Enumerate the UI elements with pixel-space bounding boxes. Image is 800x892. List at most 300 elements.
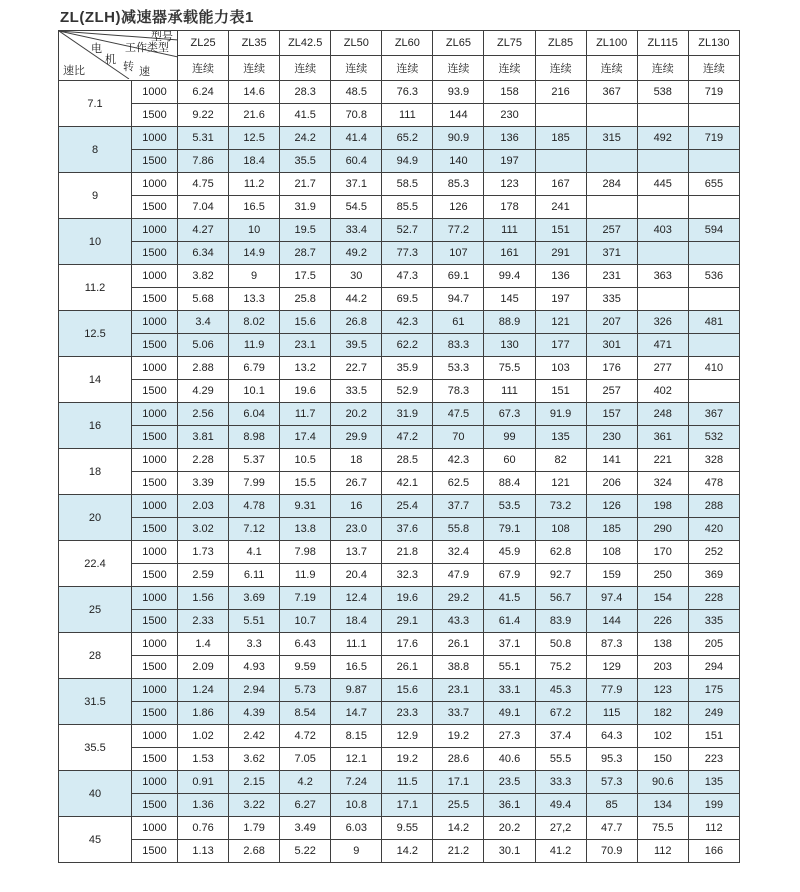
motor-speed-cell: 1500 (132, 242, 178, 265)
capacity-value-cell: 121 (535, 311, 586, 334)
capacity-value-cell: 126 (433, 196, 484, 219)
motor-speed-cell: 1000 (132, 81, 178, 104)
capacity-value-cell: 69.5 (382, 288, 433, 311)
capacity-value-cell (688, 380, 739, 403)
capacity-value-cell: 67.3 (484, 403, 535, 426)
capacity-value-cell: 228 (688, 587, 739, 610)
capacity-value-cell: 166 (688, 840, 739, 863)
capacity-value-cell: 14.2 (382, 840, 433, 863)
capacity-value-cell: 150 (637, 748, 688, 771)
capacity-value-cell: 25.4 (382, 495, 433, 518)
capacity-value-cell: 27.3 (484, 725, 535, 748)
capacity-value-cell: 82 (535, 449, 586, 472)
capacity-value-cell: 20.4 (331, 564, 382, 587)
capacity-value-cell (637, 288, 688, 311)
capacity-value-cell (688, 334, 739, 357)
capacity-value-cell: 129 (586, 656, 637, 679)
capacity-value-cell: 369 (688, 564, 739, 587)
capacity-value-cell (688, 196, 739, 219)
capacity-value-cell: 39.5 (331, 334, 382, 357)
capacity-value-cell: 55.1 (484, 656, 535, 679)
capacity-value-cell: 69.1 (433, 265, 484, 288)
capacity-value-cell: 294 (688, 656, 739, 679)
model-header: ZL60 (382, 31, 433, 56)
capacity-value-cell (637, 150, 688, 173)
capacity-value-cell: 91.9 (535, 403, 586, 426)
capacity-value-cell: 2.56 (178, 403, 229, 426)
capacity-value-cell: 41.5 (484, 587, 535, 610)
ratio-cell: 31.5 (59, 679, 132, 725)
capacity-value-cell: 12.4 (331, 587, 382, 610)
label-work-type: 工作类型 (125, 42, 169, 54)
capacity-value-cell: 60.4 (331, 150, 382, 173)
capacity-value-cell: 3.82 (178, 265, 229, 288)
motor-speed-cell: 1000 (132, 449, 178, 472)
capacity-value-cell: 367 (586, 81, 637, 104)
capacity-value-cell: 2.28 (178, 449, 229, 472)
capacity-value-cell: 277 (637, 357, 688, 380)
ratio-cell: 12.5 (59, 311, 132, 357)
motor-speed-cell: 1000 (132, 817, 178, 840)
capacity-value-cell: 15.6 (280, 311, 331, 334)
capacity-value-cell: 70 (433, 426, 484, 449)
capacity-value-cell: 3.49 (280, 817, 331, 840)
motor-speed-cell: 1000 (132, 127, 178, 150)
table-row (59, 587, 740, 610)
capacity-value-cell: 10.1 (229, 380, 280, 403)
capacity-value-cell: 50.8 (535, 633, 586, 656)
capacity-value-cell: 77.9 (586, 679, 637, 702)
capacity-value-cell: 154 (637, 587, 688, 610)
capacity-value-cell: 335 (586, 288, 637, 311)
capacity-value-cell: 45.9 (484, 541, 535, 564)
capacity-value-cell: 206 (586, 472, 637, 495)
capacity-value-cell: 7.19 (280, 587, 331, 610)
motor-speed-cell: 1500 (132, 288, 178, 311)
capacity-value-cell: 93.9 (433, 81, 484, 104)
capacity-value-cell: 17.1 (382, 794, 433, 817)
table-row (59, 725, 740, 748)
capacity-value-cell: 410 (688, 357, 739, 380)
capacity-value-cell: 1.53 (178, 748, 229, 771)
table-row (59, 242, 740, 265)
capacity-value-cell: 2.59 (178, 564, 229, 587)
capacity-value-cell: 719 (688, 127, 739, 150)
capacity-value-cell: 73.2 (535, 495, 586, 518)
ratio-cell: 45 (59, 817, 132, 863)
capacity-value-cell: 23.5 (484, 771, 535, 794)
motor-speed-cell: 1500 (132, 794, 178, 817)
capacity-value-cell: 115 (586, 702, 637, 725)
capacity-value-cell: 20.2 (331, 403, 382, 426)
capacity-value-cell: 144 (586, 610, 637, 633)
table-body (59, 81, 740, 863)
motor-speed-cell: 1500 (132, 150, 178, 173)
capacity-value-cell: 112 (688, 817, 739, 840)
capacity-value-cell: 1.36 (178, 794, 229, 817)
motor-speed-cell: 1500 (132, 656, 178, 679)
table-row (59, 104, 740, 127)
motor-speed-cell: 1500 (132, 564, 178, 587)
capacity-value-cell: 207 (586, 311, 637, 334)
capacity-value-cell: 4.78 (229, 495, 280, 518)
capacity-value-cell: 185 (535, 127, 586, 150)
ratio-cell: 7.1 (59, 81, 132, 127)
header-row-models (59, 31, 740, 56)
capacity-value-cell: 14.2 (433, 817, 484, 840)
capacity-value-cell: 94.9 (382, 150, 433, 173)
capacity-value-cell: 11.1 (331, 633, 382, 656)
capacity-value-cell: 8.54 (280, 702, 331, 725)
capacity-value-cell: 28.3 (280, 81, 331, 104)
table-row (59, 403, 740, 426)
table-row (59, 219, 740, 242)
capacity-value-cell: 7.12 (229, 518, 280, 541)
capacity-value-cell: 9 (229, 265, 280, 288)
capacity-value-cell: 97.4 (586, 587, 637, 610)
capacity-value-cell: 33.4 (331, 219, 382, 242)
capacity-value-cell: 5.37 (229, 449, 280, 472)
capacity-value-cell: 26.1 (382, 656, 433, 679)
capacity-value-cell: 5.31 (178, 127, 229, 150)
capacity-value-cell: 19.6 (382, 587, 433, 610)
capacity-value-cell: 290 (637, 518, 688, 541)
capacity-value-cell: 13.2 (280, 357, 331, 380)
capacity-value-cell: 43.3 (433, 610, 484, 633)
capacity-value-cell: 257 (586, 219, 637, 242)
capacity-value-cell: 92.7 (535, 564, 586, 587)
capacity-value-cell: 6.24 (178, 81, 229, 104)
capacity-value-cell: 90.6 (637, 771, 688, 794)
capacity-value-cell: 112 (637, 840, 688, 863)
capacity-value-cell: 37.6 (382, 518, 433, 541)
capacity-value-cell: 38.8 (433, 656, 484, 679)
capacity-value-cell: 123 (484, 173, 535, 196)
model-header: ZL42.5 (280, 31, 331, 56)
capacity-value-cell: 2.42 (229, 725, 280, 748)
capacity-value-cell: 78.3 (433, 380, 484, 403)
capacity-value-cell: 123 (637, 679, 688, 702)
capacity-value-cell: 27,2 (535, 817, 586, 840)
capacity-value-cell: 7.24 (331, 771, 382, 794)
capacity-value-cell: 88.9 (484, 311, 535, 334)
table-row (59, 265, 740, 288)
ratio-cell: 16 (59, 403, 132, 449)
capacity-value-cell: 151 (535, 380, 586, 403)
table-row (59, 472, 740, 495)
capacity-value-cell: 47.2 (382, 426, 433, 449)
table-row (59, 748, 740, 771)
capacity-value-cell (637, 104, 688, 127)
motor-speed-cell: 1500 (132, 748, 178, 771)
work-type-cell: 连续 (178, 56, 229, 81)
capacity-value-cell: 226 (637, 610, 688, 633)
motor-speed-cell: 1000 (132, 679, 178, 702)
capacity-value-cell: 7.05 (280, 748, 331, 771)
capacity-value-cell: 67.2 (535, 702, 586, 725)
capacity-value-cell: 83.9 (535, 610, 586, 633)
capacity-value-cell: 24.2 (280, 127, 331, 150)
capacity-value-cell: 17.6 (382, 633, 433, 656)
capacity-value-cell: 6.43 (280, 633, 331, 656)
capacity-value-cell: 62.8 (535, 541, 586, 564)
ratio-cell: 18 (59, 449, 132, 495)
model-header: ZL100 (586, 31, 637, 56)
capacity-value-cell: 58.5 (382, 173, 433, 196)
capacity-value-cell: 21.8 (382, 541, 433, 564)
capacity-value-cell: 14.9 (229, 242, 280, 265)
table-row (59, 817, 740, 840)
capacity-value-cell: 83.3 (433, 334, 484, 357)
capacity-value-cell: 6.04 (229, 403, 280, 426)
capacity-value-cell: 3.81 (178, 426, 229, 449)
capacity-value-cell: 9.87 (331, 679, 382, 702)
capacity-value-cell: 29.1 (382, 610, 433, 633)
capacity-value-cell: 185 (586, 518, 637, 541)
capacity-value-cell: 22.7 (331, 357, 382, 380)
capacity-value-cell: 335 (688, 610, 739, 633)
ratio-cell: 8 (59, 127, 132, 173)
capacity-value-cell: 1.79 (229, 817, 280, 840)
capacity-value-cell: 2.68 (229, 840, 280, 863)
capacity-value-cell: 47.3 (382, 265, 433, 288)
capacity-value-cell: 3.3 (229, 633, 280, 656)
motor-speed-cell: 1000 (132, 725, 178, 748)
capacity-value-cell: 301 (586, 334, 637, 357)
model-header: ZL35 (229, 31, 280, 56)
capacity-value-cell: 4.1 (229, 541, 280, 564)
capacity-value-cell: 420 (688, 518, 739, 541)
capacity-value-cell: 23.1 (433, 679, 484, 702)
capacity-value-cell: 65.2 (382, 127, 433, 150)
capacity-value-cell: 4.27 (178, 219, 229, 242)
capacity-value-cell: 1.4 (178, 633, 229, 656)
capacity-value-cell: 62.2 (382, 334, 433, 357)
capacity-value-cell: 70.9 (586, 840, 637, 863)
label-motor-2: 机 (105, 54, 116, 66)
table-row (59, 196, 740, 219)
capacity-value-cell: 126 (586, 495, 637, 518)
capacity-value-cell: 151 (688, 725, 739, 748)
capacity-value-cell: 3.69 (229, 587, 280, 610)
capacity-value-cell: 536 (688, 265, 739, 288)
capacity-value-cell: 2.09 (178, 656, 229, 679)
capacity-value-cell: 11.9 (280, 564, 331, 587)
table-row (59, 840, 740, 863)
capacity-value-cell: 12.5 (229, 127, 280, 150)
table-row (59, 541, 740, 564)
capacity-value-cell: 19.2 (433, 725, 484, 748)
capacity-value-cell: 7.04 (178, 196, 229, 219)
motor-speed-cell: 1500 (132, 334, 178, 357)
capacity-value-cell: 37.1 (331, 173, 382, 196)
capacity-value-cell: 41.4 (331, 127, 382, 150)
capacity-value-cell: 9.59 (280, 656, 331, 679)
header-corner (59, 31, 178, 81)
ratio-cell: 9 (59, 173, 132, 219)
capacity-value-cell: 231 (586, 265, 637, 288)
motor-speed-cell: 1000 (132, 541, 178, 564)
capacity-value-cell: 33.5 (331, 380, 382, 403)
table-row (59, 771, 740, 794)
table-row (59, 518, 740, 541)
capacity-value-cell: 99 (484, 426, 535, 449)
capacity-value-cell: 12.9 (382, 725, 433, 748)
capacity-value-cell: 10.7 (280, 610, 331, 633)
capacity-value-cell (586, 196, 637, 219)
capacity-value-cell: 203 (637, 656, 688, 679)
capacity-value-cell: 11.7 (280, 403, 331, 426)
capacity-value-cell: 9.22 (178, 104, 229, 127)
capacity-value-cell: 328 (688, 449, 739, 472)
capacity-value-cell: 57.3 (586, 771, 637, 794)
capacity-value-cell: 26.7 (331, 472, 382, 495)
capacity-value-cell: 248 (637, 403, 688, 426)
capacity-value-cell: 250 (637, 564, 688, 587)
ratio-cell: 25 (59, 587, 132, 633)
capacity-value-cell: 198 (637, 495, 688, 518)
capacity-value-cell: 35.5 (280, 150, 331, 173)
ratio-cell: 11.2 (59, 265, 132, 311)
capacity-value-cell: 5.51 (229, 610, 280, 633)
capacity-value-cell: 37.4 (535, 725, 586, 748)
capacity-value-cell: 161 (484, 242, 535, 265)
model-header: ZL85 (535, 31, 586, 56)
capacity-value-cell (688, 104, 739, 127)
capacity-value-cell: 17.4 (280, 426, 331, 449)
capacity-value-cell (637, 196, 688, 219)
work-type-cell: 连续 (688, 56, 739, 81)
capacity-value-cell (535, 150, 586, 173)
capacity-value-cell: 2.03 (178, 495, 229, 518)
capacity-value-cell: 371 (586, 242, 637, 265)
capacity-value-cell: 252 (688, 541, 739, 564)
capacity-value-cell: 94.7 (433, 288, 484, 311)
table-row (59, 334, 740, 357)
table-row (59, 449, 740, 472)
capacity-value-cell: 85 (586, 794, 637, 817)
table-row (59, 656, 740, 679)
capacity-value-cell: 216 (535, 81, 586, 104)
capacity-value-cell: 13.7 (331, 541, 382, 564)
capacity-value-cell: 30.1 (484, 840, 535, 863)
capacity-value-cell: 30 (331, 265, 382, 288)
capacity-value-cell: 62.5 (433, 472, 484, 495)
capacity-value-cell: 5.68 (178, 288, 229, 311)
capacity-value-cell: 107 (433, 242, 484, 265)
table-row (59, 610, 740, 633)
capacity-value-cell: 7.98 (280, 541, 331, 564)
capacity-value-cell: 1.56 (178, 587, 229, 610)
capacity-value-cell: 6.34 (178, 242, 229, 265)
motor-speed-cell: 1000 (132, 357, 178, 380)
capacity-value-cell: 19.2 (382, 748, 433, 771)
motor-speed-cell: 1000 (132, 219, 178, 242)
capacity-value-cell: 11.5 (382, 771, 433, 794)
motor-speed-cell: 1000 (132, 403, 178, 426)
capacity-value-cell: 177 (535, 334, 586, 357)
capacity-value-cell: 108 (535, 518, 586, 541)
capacity-value-cell: 136 (535, 265, 586, 288)
capacity-value-cell: 197 (484, 150, 535, 173)
table-row (59, 495, 740, 518)
capacity-value-cell: 23.3 (382, 702, 433, 725)
capacity-value-cell: 0.76 (178, 817, 229, 840)
motor-speed-cell: 1000 (132, 173, 178, 196)
capacity-value-cell: 16.5 (331, 656, 382, 679)
capacity-value-cell: 445 (637, 173, 688, 196)
capacity-value-cell: 49.2 (331, 242, 382, 265)
ratio-cell: 14 (59, 357, 132, 403)
capacity-value-cell: 75.2 (535, 656, 586, 679)
motor-speed-cell: 1500 (132, 702, 178, 725)
capacity-value-cell: 103 (535, 357, 586, 380)
capacity-value-cell: 719 (688, 81, 739, 104)
capacity-value-cell: 61 (433, 311, 484, 334)
capacity-value-cell: 18 (331, 449, 382, 472)
capacity-value-cell: 52.7 (382, 219, 433, 242)
capacity-value-cell: 3.02 (178, 518, 229, 541)
capacity-value-cell: 37.1 (484, 633, 535, 656)
capacity-value-cell: 3.39 (178, 472, 229, 495)
capacity-value-cell: 40.6 (484, 748, 535, 771)
capacity-value-cell: 4.2 (280, 771, 331, 794)
capacity-value-cell: 134 (637, 794, 688, 817)
capacity-value-cell: 16.5 (229, 196, 280, 219)
capacity-value-cell: 492 (637, 127, 688, 150)
motor-speed-cell: 1000 (132, 633, 178, 656)
capacity-value-cell: 6.11 (229, 564, 280, 587)
capacity-value-cell: 75.5 (484, 357, 535, 380)
capacity-value-cell: 18.4 (331, 610, 382, 633)
capacity-value-cell: 16 (331, 495, 382, 518)
capacity-value-cell: 5.22 (280, 840, 331, 863)
capacity-value-cell: 95.3 (586, 748, 637, 771)
capacity-value-cell: 221 (637, 449, 688, 472)
capacity-value-cell: 53.5 (484, 495, 535, 518)
capacity-value-cell: 77.2 (433, 219, 484, 242)
model-header: ZL115 (637, 31, 688, 56)
table-row (59, 679, 740, 702)
capacity-value-cell: 33.3 (535, 771, 586, 794)
ratio-cell: 20 (59, 495, 132, 541)
capacity-value-cell: 230 (586, 426, 637, 449)
capacity-value-cell: 77.3 (382, 242, 433, 265)
capacity-value-cell: 44.2 (331, 288, 382, 311)
capacity-value-cell: 15.5 (280, 472, 331, 495)
table-row (59, 81, 740, 104)
label-motor-1: 电 (91, 43, 102, 55)
capacity-value-cell: 67.9 (484, 564, 535, 587)
capacity-value-cell: 23.0 (331, 518, 382, 541)
capacity-value-cell: 0.91 (178, 771, 229, 794)
capacity-value-cell: 21.6 (229, 104, 280, 127)
capacity-value-cell: 176 (586, 357, 637, 380)
capacity-value-cell: 13.3 (229, 288, 280, 311)
capacity-value-cell: 1.73 (178, 541, 229, 564)
work-type-cell: 连续 (484, 56, 535, 81)
capacity-value-cell: 87.3 (586, 633, 637, 656)
capacity-value-cell: 167 (535, 173, 586, 196)
motor-speed-cell: 1500 (132, 610, 178, 633)
capacity-value-cell: 21.7 (280, 173, 331, 196)
capacity-value-cell (637, 242, 688, 265)
capacity-value-cell: 594 (688, 219, 739, 242)
capacity-value-cell: 130 (484, 334, 535, 357)
capacity-value-cell: 41.5 (280, 104, 331, 127)
capacity-value-cell (688, 288, 739, 311)
work-type-cell: 连续 (586, 56, 637, 81)
